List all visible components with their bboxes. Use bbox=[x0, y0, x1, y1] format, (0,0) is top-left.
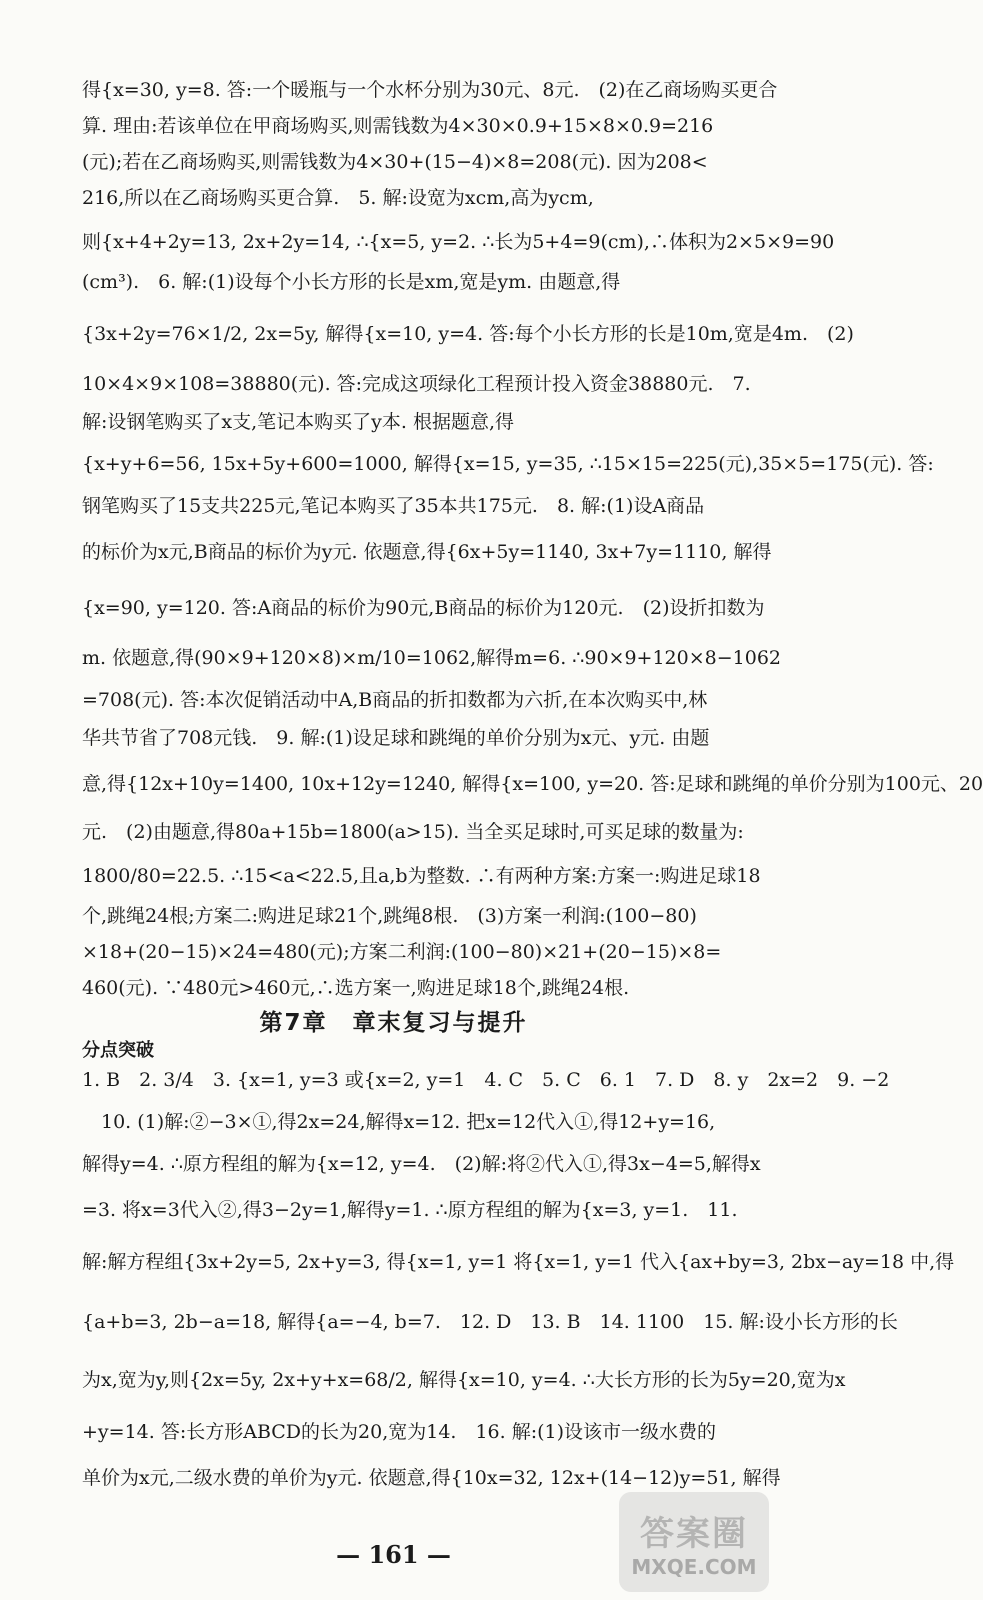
text-line-6: (cm³). 6. 解:(1)设每个小长方形的长是xm,宽是ym. 由题意,得 bbox=[82, 271, 621, 293]
watermark-text-en: MXQE.COM bbox=[631, 1554, 757, 1579]
text-line-21: ×18+(20−15)×24=480(元);方案二利润:(100−80)×21+(20−15)×8= bbox=[82, 941, 722, 963]
text-line-1: 得{x=30, y=8. 答:一个暖瓶与一个水杯分别为30元、8元. (2)在乙商场购买更合 bbox=[82, 79, 778, 101]
text-line-20: 个,跳绳24根;方案二:购进足球21个,跳绳8根. (3)方案一利润:(100−80) bbox=[82, 905, 697, 927]
text-line-7: {3x+2y=76×1/2, 2x=5y, 解得{x=10, y=4. 答:每个小长方形的长是10m,宽是4m. (2) bbox=[82, 323, 854, 345]
text-line-27: 解:解方程组{3x+2y=5, 2x+y=3, 得{x=1, y=1 将{x=1, y=1 代入{ax+by=3, 2bx−ay=18 中,得 bbox=[82, 1251, 955, 1273]
text-line-4: 216,所以在乙商场购买更合算. 5. 解:设宽为xcm,高为ycm, bbox=[82, 187, 594, 209]
text-line-30: +y=14. 答:长方形ABCD的长为20,宽为14. 16. 解:(1)设该市一级水费的 bbox=[82, 1421, 717, 1443]
text-line-17: 意,得{12x+10y=1400, 10x+12y=1240, 解得{x=100, y=20. 答:足球和跳绳的单价分别为100元、20 bbox=[82, 773, 983, 795]
watermark-text-cn: 答案圈 bbox=[640, 1513, 748, 1554]
text-line-15: =708(元). 答:本次促销活动中A,B商品的折扣数都为六折,在本次购买中,林 bbox=[82, 689, 708, 711]
text-line-3: (元);若在乙商场购买,则需钱数为4×30+(15−4)×8=208(元). 因为208< bbox=[82, 151, 708, 173]
text-line-8: 10×4×9×108=38880(元). 答:完成这项绿化工程预计投入资金38880元. 7. bbox=[82, 373, 751, 395]
page-number: — 161 — bbox=[336, 1540, 451, 1569]
text-line-16: 华共节省了708元钱. 9. 解:(1)设足球和跳绳的单价分别为x元、y元. 由题 bbox=[82, 727, 710, 749]
text-line-14: m. 依题意,得(90×9+120×8)×m/10=1062,解得m=6. ∴90×9+120×8−1062 bbox=[82, 647, 782, 669]
text-line-22: 460(元). ∵480元>460元,∴选方案一,购进足球18个,跳绳24根. bbox=[82, 977, 630, 999]
watermark-logo bbox=[619, 1492, 769, 1592]
text-line-26: =3. 将x=3代入②,得3−2y=1,解得y=1. ∴原方程组的解为{x=3, y=1. 11. bbox=[82, 1199, 738, 1221]
text-line-24: 10. (1)解:②−3×①,得2x=24,解得x=12. 把x=12代入①,得12+y=16, bbox=[82, 1111, 716, 1133]
text-line-13: {x=90, y=120. 答:A商品的标价为90元,B商品的标价为120元. (2)设折扣数为 bbox=[82, 597, 765, 619]
text-line-10: {x+y+6=56, 15x+5y+600=1000, 解得{x=15, y=35, ∴15×15=225(元),35×5=175(元). 答: bbox=[82, 453, 934, 475]
text-line-11: 钢笔购买了15支共225元,笔记本购买了35本共175元. 8. 解:(1)设A商品 bbox=[82, 495, 705, 517]
text-line-18: 元. (2)由题意,得80a+15b=1800(a>15). 当全买足球时,可买足球的数量为: bbox=[82, 821, 744, 843]
chapter-heading: 第7章 章末复习与提升 bbox=[259, 1010, 528, 1036]
text-line-2: 算. 理由:若该单位在甲商场购买,则需钱数为4×30×0.9+15×8×0.9=216 bbox=[82, 115, 714, 137]
text-line-23: 1. B 2. 3/4 3. {x=1, y=3 或{x=2, y=1 4. C 5. C 6. 1 7. D 8. y 2x=2 9. −2 bbox=[82, 1069, 890, 1091]
text-line-5: 则{x+4+2y=13, 2x+2y=14, ∴{x=5, y=2. ∴长为5+4=9(cm),∴体积为2×5×9=90 bbox=[82, 231, 835, 253]
text-line-12: 的标价为x元,B商品的标价为y元. 依题意,得{6x+5y=1140, 3x+7y=1110, 解得 bbox=[82, 541, 772, 563]
text-line-9: 解:设钢笔购买了x支,笔记本购买了y本. 根据题意,得 bbox=[82, 411, 515, 433]
section-label: 分点突破 bbox=[82, 1040, 154, 1061]
text-line-29: 为x,宽为y,则{2x=5y, 2x+y+x=68/2, 解得{x=10, y=4. ∴大长方形的长为5y=20,宽为x bbox=[82, 1369, 846, 1391]
text-line-25: 解得y=4. ∴原方程组的解为{x=12, y=4. (2)解:将②代入①,得3x−4=5,解得x bbox=[82, 1153, 761, 1175]
text-line-19: 1800/80=22.5. ∴15<a<22.5,且a,b为整数. ∴有两种方案:方案一:购进足球18 bbox=[82, 865, 761, 887]
text-line-31: 单价为x元,二级水费的单价为y元. 依题意,得{10x=32, 12x+(14−12)y=51, 解得 bbox=[82, 1467, 781, 1489]
text-line-28: {a+b=3, 2b−a=18, 解得{a=−4, b=7. 12. D 13. B 14. 1100 15. 解:设小长方形的长 bbox=[82, 1311, 898, 1333]
